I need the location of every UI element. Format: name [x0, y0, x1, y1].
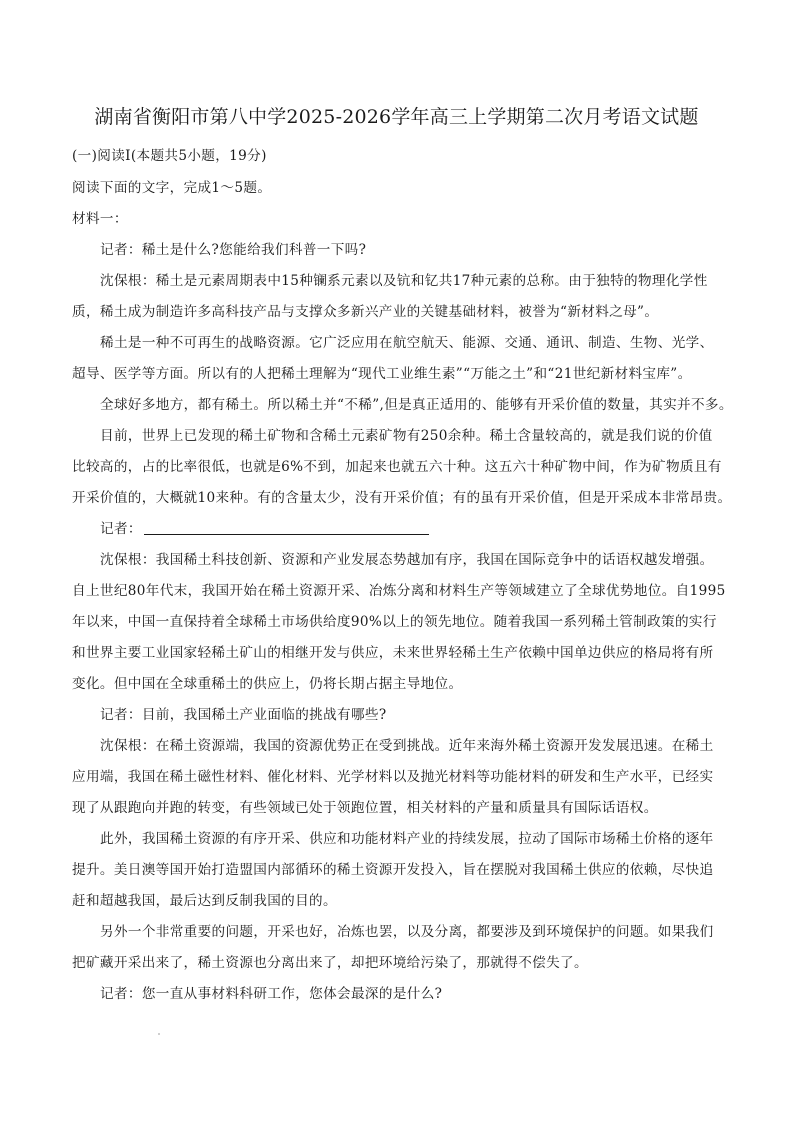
material-label: 材料一：	[72, 211, 128, 227]
paragraph-line: 把矿藏开采出来了，稀土资源也分离出来了，却把环境给污染了，那就得不偿失了。	[72, 955, 588, 971]
scan-speck	[158, 1033, 160, 1035]
paragraph-line: 现了从跟跑向并跑的转变，有些领域已处于领跑位置，相关材料的产量和质量具有国际话语权。	[72, 800, 658, 816]
paragraph-line: 沈保根：稀土是元素周期表中15种镧系元素以及钪和钇共17种元素的总称。由于独特的物理化学性	[100, 273, 708, 289]
reporter-question-blank	[100, 519, 732, 539]
paragraph-line: 开采价值的，大概就10来种。有的含量太少，没有开采价值；有的虽有开采价值，但是开采成本非常昂贵。	[72, 490, 732, 506]
paragraph-line: 应用端，我国在稀土磁性材料、催化材料、光学材料以及抛光材料等功能材料的研发和生产水平，已经实	[72, 769, 714, 785]
paragraph-line: 记者：目前，我国稀土产业面临的挑战有哪些?	[100, 707, 387, 723]
paragraph-line: 记者：您一直从事材料科研工作，您体会最深的是什么?	[100, 986, 443, 1002]
paragraph-line: 全球好多地方，都有稀土。所以稀土并“不稀”,但是真正适用的、能够有开采价值的数量，其实并不多。	[100, 397, 733, 413]
paragraph-line: 变化。但中国在全球重稀土的供应上，仍将长期占据主导地位。	[72, 676, 463, 692]
paragraph-line: 稀土是一种不可再生的战略资源。它广泛应用在航空航天、能源、交通、通讯、制造、生物、光学、	[100, 335, 714, 351]
paragraph-line: 另外一个非常重要的问题，开采也好，冶炼也罢，以及分离，都要涉及到环境保护的问题。如果我们	[100, 924, 714, 940]
answer-blank-line[interactable]	[144, 520, 429, 535]
page-title: 湖南省衡阳市第八中学2025-2026学年高三上学期第二次月考语文试题	[94, 106, 699, 128]
paragraph-line: 沈保根：在稀土资源端，我国的资源优势正在受到挑战。近年来海外稀土资源开发发展迅速。在稀土	[100, 738, 714, 754]
paragraph-line: 沈保根：我国稀土科技创新、资源和产业发展态势越加有序，我国在国际竞争中的话语权越发增强。	[100, 552, 714, 568]
reporter-label: 记者：	[100, 521, 142, 537]
paragraph-line: 此外，我国稀土资源的有序开采、供应和功能材料产业的持续发展，拉动了国际市场稀土价格的逐年	[100, 831, 714, 847]
paragraph-line: 记者：稀土是什么?您能给我们科普一下吗?	[100, 242, 367, 258]
paragraph-line: 和世界主要工业国家轻稀土矿山的相继开发与供应，未来世界轻稀土生产依赖中国单边供应的格局将有所	[72, 645, 714, 661]
paragraph-line: 赶和超越我国，最后达到反制我国的目的。	[72, 893, 337, 909]
paragraph-line: 年以来，中国一直保持着全球稀土市场供给度90%以上的领先地位。随着我国一系列稀土管制政策的实行	[72, 614, 717, 630]
paragraph-line: 比较高的，占的比率很低，也就是6%不到，加起来也就五六十种。这五六十种矿物中间，作为矿物质且有	[72, 459, 722, 475]
paragraph-line: 自上世纪80年代末，我国开始在稀土资源开采、冶炼分离和材料生产等领域建立了全球优势地位。自1995	[72, 583, 726, 599]
section-header: (一)阅读Ⅰ(本题共5小题，19分)	[72, 148, 267, 164]
paragraph-line: 目前，世界上已发现的稀土矿物和含稀土元素矿物有250余种。稀土含量较高的，就是我们说的价值	[100, 428, 713, 444]
instruction-text: 阅读下面的文字，完成1～5题。	[72, 180, 272, 196]
paragraph-line: 质，稀土成为制造许多高科技产品与支撑众多新兴产业的关键基础材料，被誉为“新材料之母”。	[72, 304, 659, 320]
paragraph-line: 超导、医学等方面。所以有的人把稀土理解为“现代工业维生素”“万能之土”和“21世纪新材料宝库”。	[72, 366, 692, 382]
paragraph-line: 提升。美日澳等国开始打造盟国内部循环的稀土资源开发投入，旨在摆脱对我国稀土供应的依赖，尽快追	[72, 862, 714, 878]
